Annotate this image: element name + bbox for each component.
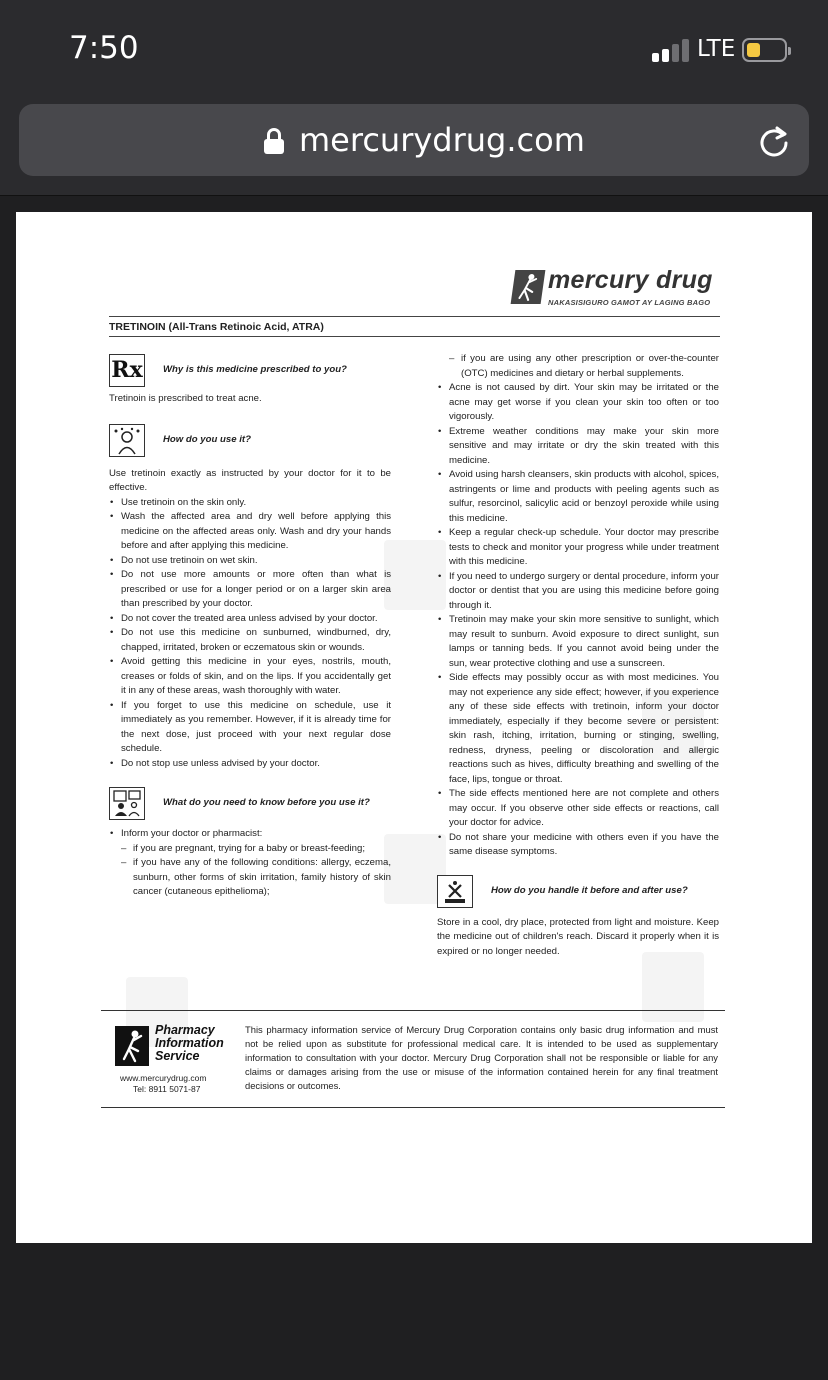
divider	[109, 336, 720, 337]
list-item: • Do not use this medicine on sunburned, windburned, dry, chapped, irritated, broken or eczematous skin or wounds.	[109, 626, 391, 655]
list-item: • Do not stop use unless advised by your doctor.	[109, 757, 391, 772]
divider	[109, 316, 720, 317]
pharmacist-icon	[109, 424, 145, 457]
list-item: • Do not cover the treated area unless advised by your doctor.	[109, 612, 391, 627]
list-item: – if you have any of the following conditions: allergy, eczema, sunburn, other forms of skin irritation, family history of skin cancer (cutaneous epithelioma);	[109, 856, 391, 900]
doctor-consult-icon	[109, 787, 145, 820]
section-know-header	[109, 785, 391, 821]
section-handle-title: How do you handle it before and after use?	[491, 885, 688, 897]
footer-disclaimer: This pharmacy information service of Mercury Drug Corporation contains only basic drug information and must not be relied upon as substitute for professional medical care. It is intended to be used as supplementary information to consultation with your doctor. Mercury Drug Corporation shall not be responsible or liable for any claims or damages arising from the use or misuse of the information contained herein for any final treatment decisions or outcomes.	[245, 1024, 718, 1091]
section-handle-header	[437, 874, 719, 910]
service-name: Pharmacy Information Service	[155, 1023, 224, 1063]
divider	[101, 1010, 725, 1011]
battery-icon	[742, 38, 787, 62]
list-item: • If you need to undergo surgery or dental procedure, inform your doctor or dentist that you are using this medicine before going through it.	[437, 570, 719, 614]
mercury-figure-icon	[115, 1026, 149, 1066]
reload-icon[interactable]	[757, 124, 791, 158]
section-know-sublist	[109, 842, 391, 900]
status-bar	[0, 0, 828, 100]
section-how-header	[109, 423, 391, 459]
list-item: • Do not use more amounts or more often than what is prescribed or use for a longer period or on a larger skin area than prescribed by your doctor.	[109, 568, 391, 612]
section-why-header	[109, 352, 391, 388]
brand-tagline: NAKASISIGURO GAMOT AY LAGING BAGO	[548, 298, 711, 307]
list-item: – if you are using any other prescription or over-the-counter (OTC) medicines and dietary or herbal supplements.	[437, 352, 719, 381]
list-item: – if you are pregnant, trying for a baby or breast-feeding;	[109, 842, 391, 857]
section-how-list	[109, 496, 391, 772]
section-how-title: How do you use it?	[163, 434, 251, 446]
network-type: LTE	[697, 36, 736, 62]
section-know-list-left	[109, 827, 391, 842]
brand-name: mercury drug	[548, 266, 713, 294]
footer-phone: Tel: 8911 5071-87	[133, 1084, 201, 1094]
footer-website: www.mercurydrug.com	[120, 1073, 207, 1083]
left-column	[109, 352, 391, 900]
list-item: • The side effects mentioned here are not complete and others may occur. If you observe other side effects or reactions, call your doctor for advice.	[437, 787, 719, 831]
list-item: • Avoid getting this medicine in your eyes, nostrils, mouth, creases or folds of skin, and on the lips. If you accidentally get it in any of these areas, wash thoroughly with water.	[109, 655, 391, 699]
list-item: • Avoid using harsh cleansers, skin products with alcohol, spices, astringents or lime and products with peeling agents such as sulfur, resorcinol, salicylic acid or benzoyl peroxide while using this medicine.	[437, 468, 719, 526]
section-know-title: What do you need to know before you use it?	[163, 796, 370, 808]
list-item: • Extreme weather conditions may make your skin more sensitive and may irritate or dry the skin treated with this medicine.	[437, 425, 719, 469]
list-item: • If you forget to use this medicine on schedule, use it immediately as you remember. However, if it is already time for the next dose, just proceed with your next regular dose schedule.	[109, 699, 391, 757]
section-how-intro: Use tretinoin exactly as instructed by your doctor for it to be effective.	[109, 467, 391, 493]
section-why-body: Tretinoin is prescribed to treat acne.	[109, 393, 262, 404]
list-item: • Do not use tretinoin on wet skin.	[109, 554, 391, 569]
list-item: • Inform your doctor or pharmacist:	[109, 827, 391, 842]
list-item: • Do not share your medicine with others even if you have the same disease symptoms.	[437, 831, 719, 860]
address-bar[interactable]	[19, 104, 809, 176]
section-why-title: Why is this medicine prescribed to you?	[163, 363, 347, 375]
right-column	[437, 352, 719, 959]
signal-strength-icon	[652, 38, 692, 62]
medicine-leaflet	[16, 212, 812, 1243]
list-item: • Acne is not caused by dirt. Your skin may be irritated or the acne may get worse if you clean your skin too often or too vigorously.	[437, 381, 719, 425]
url-text[interactable]: mercurydrug.com	[299, 121, 585, 159]
divider	[101, 1107, 725, 1108]
mercury-figure-icon	[511, 270, 546, 304]
list-item: • Keep a regular check-up schedule. Your doctor may prescribe tests to check and monitor your progress while under treatment with this medicine.	[437, 526, 719, 570]
web-page[interactable]	[16, 212, 812, 1243]
section-know-list	[437, 381, 719, 860]
pharmacy-information-service-logo	[115, 1024, 235, 1074]
watermark-logo	[642, 952, 704, 1022]
document-title: TRETINOIN (All-Trans Retinoic Acid, ATRA)	[109, 321, 324, 333]
list-item: • Wash the affected area and dry well before applying this medicine on the affected areas only. Wash and dry your hands before and after applying this medicine.	[109, 510, 391, 554]
section-know-sublist-cont	[437, 352, 719, 381]
list-item: • Use tretinoin on the skin only.	[109, 496, 391, 511]
mercury-drug-logo	[513, 268, 723, 312]
lock-icon	[264, 128, 284, 154]
status-time: 7:50	[69, 30, 139, 66]
section-handle-body: Store in a cool, dry place, protected from light and moisture. Keep the medicine out of children's reach. Discard it properly when it is expired or no longer needed.	[437, 916, 719, 957]
list-item: • Tretinoin may make your skin more sensitive to sunlight, which may result to sunburn. Avoid exposure to direct sunlight, sun lamps or tanning beds. If you cannot avoid being under the sun, wear protective clothing and use a sunscreen.	[437, 613, 719, 671]
browser-toolbar	[0, 100, 828, 196]
storage-icon	[437, 875, 473, 908]
list-item: • Side effects may possibly occur as with most medicines. You may not experience any side effect; however, if you experience any of these side effects with tretinoin, inform your doctor immediately, especially if they become severe or persistent: skin rash, itching, irritation, burning or stinging, swelling, redness, dryness, peeling or discoloration and allergic reactions such as hives, difficulty breathing and swelling of the face, lips, tongue or throat.	[437, 671, 719, 787]
rx-icon: Rx	[109, 354, 145, 387]
